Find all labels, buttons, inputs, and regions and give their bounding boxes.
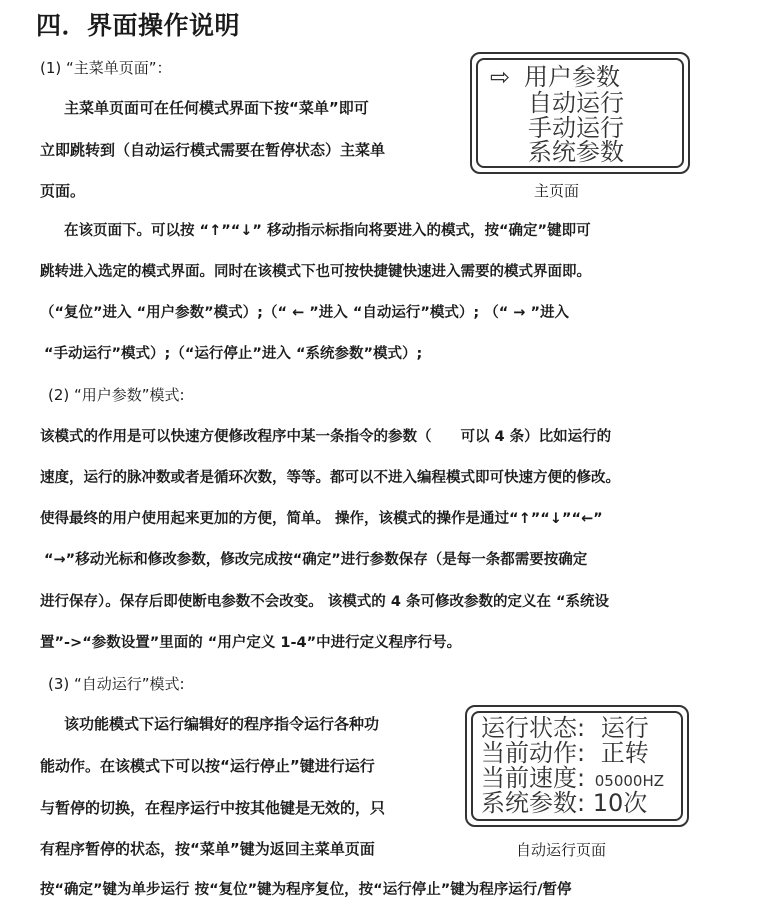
lcd-row-4-label: 系统参数: xyxy=(481,789,586,817)
lcd-row-1 xyxy=(481,715,649,741)
s1-para2-line3: （“复位”进入 “用户参数”模式）;（“ ← ”进入 “自动运行”模式）; （“ → ”进入 xyxy=(40,305,570,321)
s3-line5: 按“确定”键为单步运行 按“复位”键为程序复位，按“运行停止”键为程序运行/暂停 xyxy=(40,882,572,898)
lcd-menu-item-2: 自动运行 xyxy=(528,89,624,117)
s2-line3: 使得最终的用户使用起来更加的方便，简单。 操作，该模式的操作是通过“↑”“↓”“←” xyxy=(40,511,603,527)
s1-para1-line3: 页面。 xyxy=(40,182,86,200)
s1-para2-line4: “手动运行”模式）;（“运行停止”进入 “系统参数”模式）; xyxy=(44,346,423,362)
lcd-row-2-value: 正转 xyxy=(600,739,649,767)
s1-para2-line1: 在该页面下。可以按 “↑”“↓” 移动指示标指向将要进入的模式，按“确定”键即可 xyxy=(64,223,591,239)
lcd-menu-item-4: 系统参数 xyxy=(528,138,624,166)
s1-para1-line2: 立即跳转到（自动运行模式需要在暂停状态）主菜单 xyxy=(40,141,386,159)
main-menu-caption: 主页面 xyxy=(534,182,580,200)
auto-run-caption: 自动运行页面 xyxy=(516,841,607,859)
lcd-menu-item-1: 用户参数 xyxy=(524,63,620,91)
lcd-row-3-label: 当前速度: xyxy=(481,764,586,792)
main-menu-lcd xyxy=(470,52,690,174)
auto-run-lcd xyxy=(465,705,689,827)
s1-para1-line1: 主菜单页面可在任何模式界面下按“菜单”即可 xyxy=(64,99,369,117)
lcd-row-1-label: 运行状态: xyxy=(481,714,586,742)
s3-line1: 该功能模式下运行编辑好的程序指令运行各种功 xyxy=(64,715,380,733)
s2-line2: 速度，运行的脉冲数或者是循环次数，等等。都可以不进入编程模式即可快速方便的修改。 xyxy=(40,470,620,486)
s2-line4: “→”移动光标和修改参数，修改完成按“确定”进行参数保存（是每一条都需要按确定 xyxy=(44,552,588,568)
s2-line1: 该模式的作用是可以快速方便修改程序中某一条指令的参数（ 可以 4 条）比如运行的 xyxy=(40,429,612,445)
lcd-menu-item-3: 手动运行 xyxy=(528,114,624,142)
s2-line6: 置”->“参数设置”里面的 “用户定义 1-4”中进行定义程序行号。 xyxy=(40,635,462,651)
s1-para2-line2: 跳转进入选定的模式界面。同时在该模式下也可按快捷键快速进入需要的模式界面即。 xyxy=(40,264,591,280)
section-2-heading: (2) “用户参数”模式: xyxy=(48,386,185,404)
s3-line2: 能动作。在该模式下可以按“运行停止”键进行运行 xyxy=(40,757,375,775)
lcd-row-2 xyxy=(481,740,649,766)
lcd-row-3-value: 05000HZ xyxy=(594,772,665,790)
s3-line4: 有程序暂停的状态，按“菜单”键为返回主菜单页面 xyxy=(40,840,375,858)
section-1-heading: (1) “主菜单页面”： xyxy=(40,59,172,77)
section-3-heading: (3) “自动运行”模式: xyxy=(48,675,185,693)
lcd-row-2-label: 当前动作: xyxy=(481,739,586,767)
lcd-row-4-value: 10次 xyxy=(592,789,648,817)
lcd-pointer-icon: ⇨ xyxy=(490,63,511,91)
lcd-row-4 xyxy=(481,790,647,816)
lcd-row-1-value: 运行 xyxy=(600,714,649,742)
s3-line3: 与暂停的切换，在程序运行中按其他键是无效的，只 xyxy=(40,799,386,817)
s2-line5: 进行保存）。保存后即使断电参数不会改变。 该模式的 4 条可修改参数的定义在 “系统设 xyxy=(40,594,610,610)
page-title: 四．界面操作说明 xyxy=(36,11,241,40)
